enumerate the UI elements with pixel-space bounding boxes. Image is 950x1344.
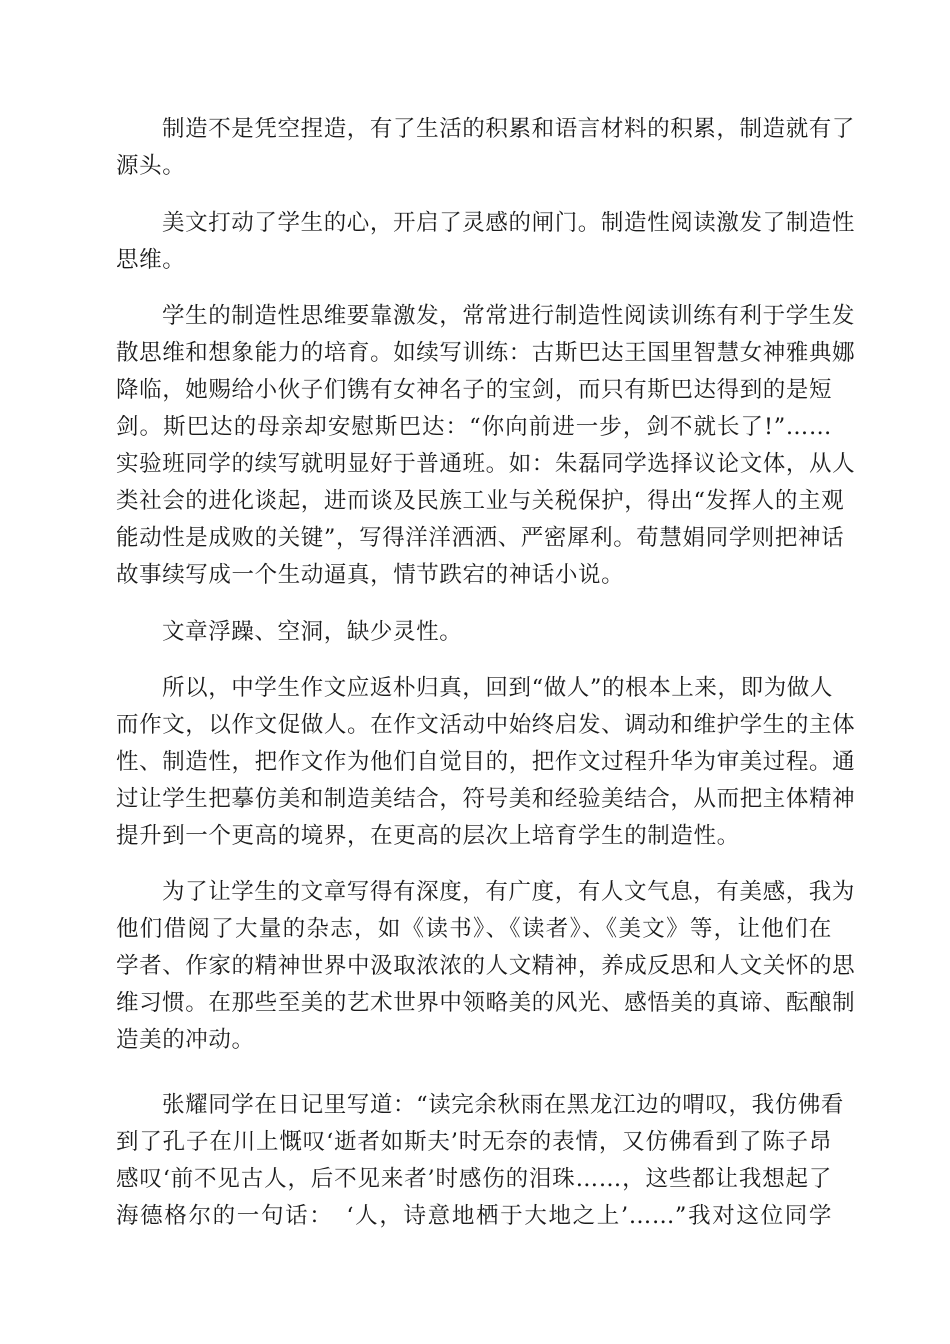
paragraph-3-line-4: 剑。斯巴达的母亲却安慰斯巴达：“你向前进一步，剑不就长了!”…… xyxy=(116,414,832,440)
paragraph-6-line-1: 为了让学生的文章写得有深度，有广度，有人文气息，有美感，我为 xyxy=(162,879,856,905)
paragraph-3-line-5: 实验班同学的续写就明显好于普通班。如：朱磊同学选择议论文体，从人 xyxy=(116,451,856,477)
paragraph-7-line-3: 感叹‘前不见古人，后不见来者’时感伤的泪珠……，这些都让我想起了 xyxy=(116,1166,832,1192)
paragraph-3-line-7: 能动性是成败的关键”，写得洋洋洒洒、严密犀利。荀慧娟同学则把神话 xyxy=(116,525,845,551)
paragraph-5-line-1: 所以，中学生作文应返朴归真，回到“做人”的根本上来，即为做人 xyxy=(162,675,834,701)
paragraph-3-line-6: 类社会的进化谈起，进而谈及民族工业与关税保护，得出“发挥人的主观 xyxy=(116,488,845,514)
paragraph-6-line-4: 维习惯。在那些至美的艺术世界中领略美的风光、感悟美的真谛、酝酿制 xyxy=(116,990,856,1016)
paragraph-5-line-4: 过让学生把摹仿美和制造美结合，符号美和经验美结合，从而把主体精神 xyxy=(116,786,856,812)
paragraph-5-line-3: 性、制造性，把作文作为他们自觉目的，把作文过程升华为审美过程。通 xyxy=(116,749,856,775)
paragraph-4-line-1: 文章浮躁、空洞，缺少灵性。 xyxy=(162,619,463,645)
paragraph-1-line-1: 制造不是凭空捏造，有了生活的积累和语言材料的积累，制造就有了 xyxy=(162,116,856,142)
paragraph-3-line-3: 降临，她赐给小伙子们镌有女神名子的宝剑，而只有斯巴达得到的是短 xyxy=(116,377,833,403)
paragraph-6-line-2: 他们借阅了大量的杂志，如《读书》、《读者》、《美文》等，让他们在 xyxy=(116,916,832,942)
paragraph-5-line-2: 而作文，以作文促做人。在作文活动中始终启发、调动和维护学生的主体 xyxy=(116,712,856,738)
paragraph-3-line-1: 学生的制造性思维要靠激发，常常进行制造性阅读训练有利于学生发 xyxy=(162,303,856,329)
paragraph-3-line-2: 散思维和想象能力的培育。如续写训练：古斯巴达王国里智慧女神雅典娜 xyxy=(116,340,856,366)
paragraph-7-line-1: 张耀同学在日记里写道：“读完余秋雨在黑龙江边的喟叹，我仿佛看 xyxy=(162,1092,845,1118)
paragraph-3-line-8: 故事续写成一个生动逼真，情节跌宕的神话小说。 xyxy=(116,562,625,588)
paragraph-6-line-3: 学者、作家的精神世界中汲取浓浓的人文精神，养成反思和人文关怀的思 xyxy=(116,953,856,979)
paragraph-1-line-2: 源头。 xyxy=(116,153,186,179)
paragraph-5-line-5: 提升到一个更高的境界，在更高的层次上培育学生的制造性。 xyxy=(116,823,740,849)
paragraph-7-line-2: 到了孔子在川上慨叹‘逝者如斯夫’时无奈的表情，又仿佛看到了陈子昂 xyxy=(116,1129,832,1155)
paragraph-2-line-1: 美文打动了学生的心，开启了灵感的闸门。制造性阅读激发了制造性 xyxy=(162,210,856,236)
paragraph-6-line-5: 造美的冲动。 xyxy=(116,1027,255,1053)
paragraph-2-line-2: 思维。 xyxy=(116,247,186,273)
paragraph-7-line-4: 海德格尔的一句话： ‘人，诗意地栖于大地之上’……”我对这位同学 xyxy=(116,1203,832,1229)
